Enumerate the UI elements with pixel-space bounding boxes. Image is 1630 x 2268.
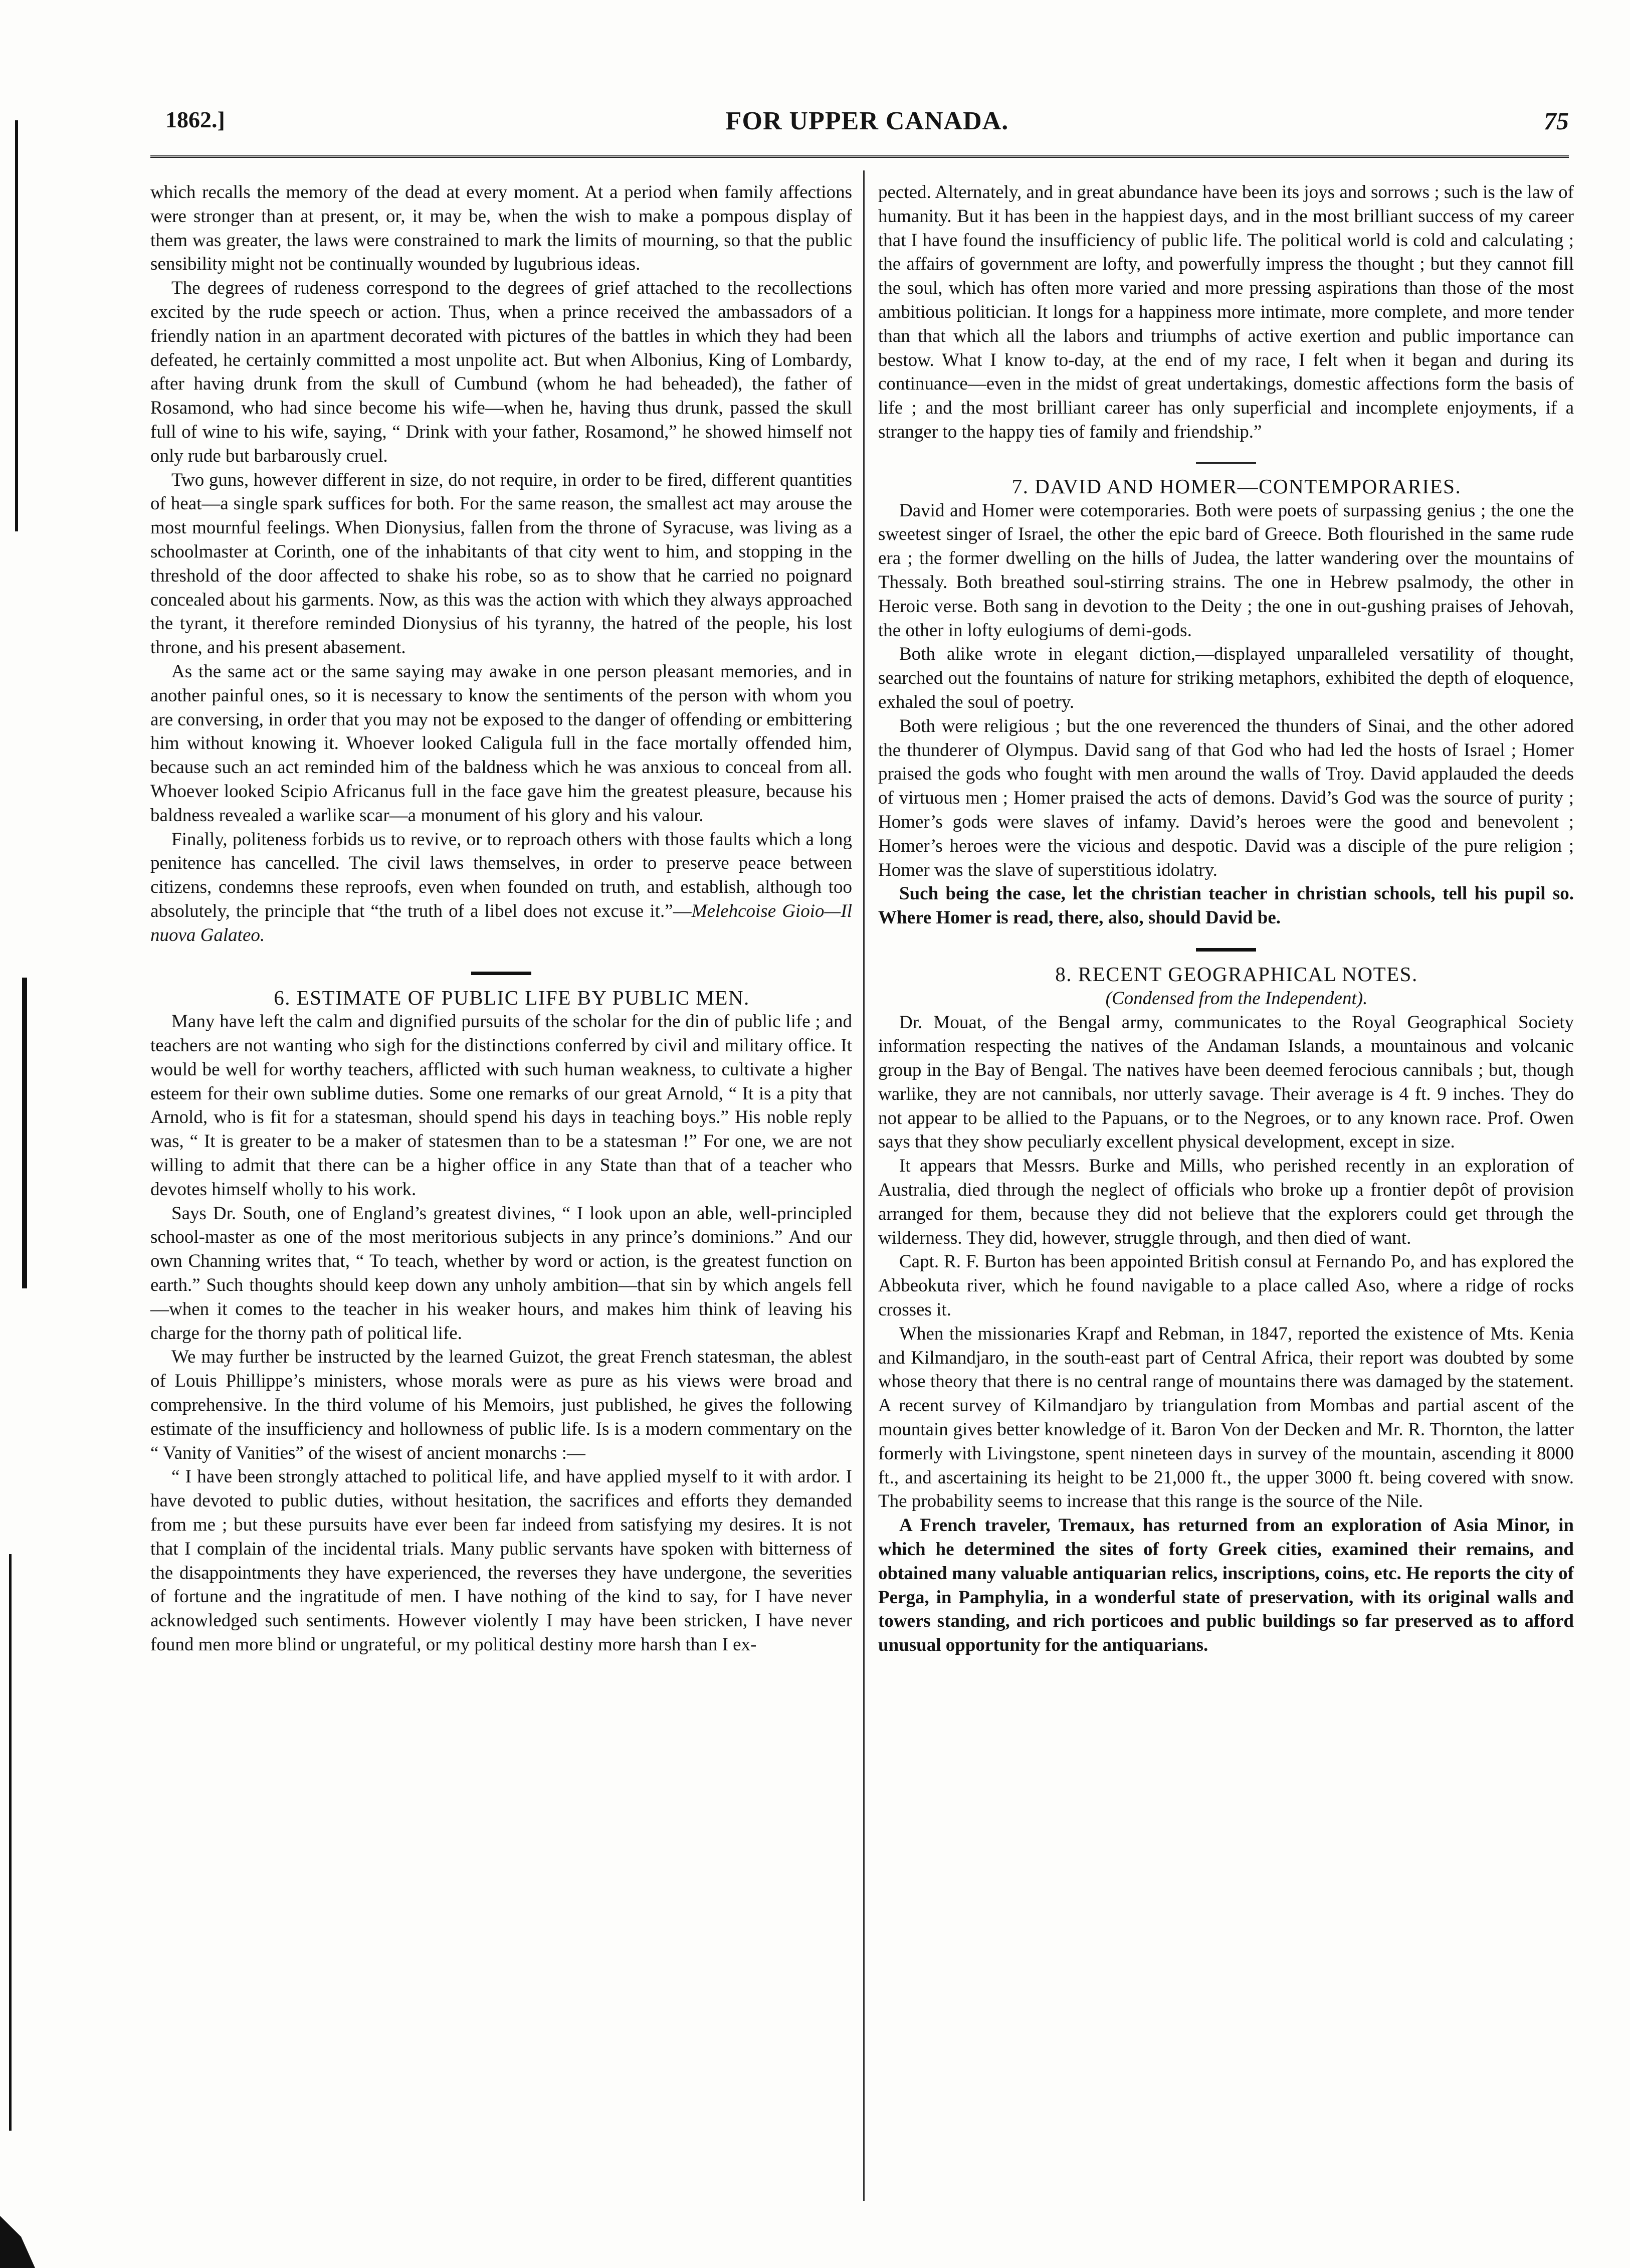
paragraph: pected. Alternately, and in great abundance have been its joys and sorrows ; such is the law of humanity. But it has been in the happiest days, and in the most brilliant success of my career that I have found the insufficiency of public life. The political world is cold and calculating ; the affairs of government are lofty, and powerfully impress the thought ; but they cannot fill the soul, which has often more varied and more pressing aspirations than those of the most ambitious politician. It longs for a happiness more intimate, more complete, and more tender than that which all the labors and triumphs of active exertion and public importance can bestow. What I know to-day, at the end of my race, I felt when it began and during its continuance—even in the midst of great undertakings, domestic affections form the basis of life ; and the most brilliant career has only superficial and incomplete enjoyments, if a stranger to the happy ties of family and friendship.” bbox=[878, 182, 1574, 442]
running-header bbox=[165, 106, 1569, 146]
header-title: FOR UPPER CANADA. bbox=[725, 107, 1009, 135]
section-heading: 7. DAVID AND HOMER—CONTEMPORARIES. bbox=[1011, 474, 1462, 498]
paragraph: Both alike wrote in elegant diction,—displayed unparalleled versatility of thought, searched out the fountains of nature for striking metaphors, exhibited the depth of eloquence, exhaled the soul of poetry. bbox=[878, 644, 1574, 712]
scan-corner-mark bbox=[0, 2216, 35, 2268]
paragraph-with-citation bbox=[150, 828, 852, 948]
section-separator bbox=[1196, 948, 1256, 952]
paragraph: Both were religious ; but the one reverenced the thunders of Sinai, and the other adored the thunderer of Olympus. David sang of that God who had led the hosts of Israel ; Homer praised the gods who fought with men around the walls of Troy. David applauded the deeds of virtuous men ; Homer praised the acts of demons. David’s God was the source of purity ; Homer’s gods were slaves of infamy. David’s heroes were the good and benevolent ; Homer’s heroes were the vicious and despotic. David was a disciple of the pure religion ; Homer was the slave of superstitious idolatry. bbox=[878, 715, 1574, 880]
header-rule bbox=[150, 155, 1569, 160]
section-subheading: (Condensed from the Independent). bbox=[1105, 988, 1368, 1009]
paragraph: Dr. Mouat, of the Bengal army, communicates to the Royal Geographical Society information respecting the natives of the Andaman Islands, a mountainous and volcanic group in the Bay of Bengal. The natives have been deemed ferocious cannibals ; but, though warlike, they are not cannibals, nor utterly savage. Their average is 4 ft. 9 inches. They do not appear to be allied to the Papuans, or to the Negroes, or to any known race. Prof. Owen says that they show peculiarly excellent physical development, except in size. bbox=[878, 1012, 1574, 1153]
paragraph: The degrees of rudeness correspond to the degrees of grief attached to the recollections excited by the rude speech or action. Thus, when a prince received the ambassadors of a friendly nation in an apartment decorated with pictures of the battles in which they had been defeated, he certainly committed a most unpolite act. But when Albonius, King of Lombardy, after having drunk from the skull of Cumbund (whom he had beheaded), the father of Rosamond, who had since become his wife—when he, having thus drunk, passed the skull full of wine to his wife, saying, “ Drink with your father, Rosamond,” he showed himself not only rude but barbarously cruel. bbox=[150, 278, 852, 466]
paragraph: David and Homer were cotemporaries. Both were poets of surpassing genius ; the one the sweetest singer of Israel, the other the epic bard of Greece. Both flourished in the same rude era ; the former dwelling on the hills of Judea, the latter wandering over the mountains of Thessaly. Both breathed soul-stirring strains. The one in Hebrew psalmody, the other in Heroic verse. Both sang in devotion to the Deity ; the one in out-gushing praises of Jehovah, the other in lofty eulogiums of demi-gods. bbox=[878, 500, 1574, 641]
paragraph: Two guns, however different in size, do not require, in order to be fired, different quantities of heat—a single spark suffices for both. For the same reason, the smallest act may arouse the most mournful feelings. When Dionysius, fallen from the throne of Syracuse, was living as a schoolmaster at Corinth, one of the inhabitants of that city went to him, and stopping in the threshold of the door affected to shake his robe, so as to show that he carried no poignard concealed about his garments. Now, as this was the action with which they always approached the tyrant, it therefore reminded Dionysius of his tyranny, the hatred of the people, his lost throne, and his present abasement. bbox=[150, 469, 852, 658]
scan-margin-mark bbox=[9, 1554, 12, 2131]
section-separator bbox=[1196, 462, 1256, 464]
paragraph: Many have left the calm and dignified pursuits of the scholar for the din of public life ; and teachers are not wanting who sigh for the distinctions conferred by civil and military office. It would be well for worthy teachers, afflicted with such human weakness, to cultivate a higher esteem for their own sublime duties. Some one remarks of our great Arnold, “ It is a pity that Arnold, who is fit for a statesman, should spend his days in teaching boys.” His noble reply was, “ It is greater to be a maker of statesmen than to be a statesman !” For one, we are not willing to admit that there can be a higher office in any State than that of a teacher who devotes himself wholly to his work. bbox=[150, 1011, 852, 1200]
paragraph: Such being the case, let the christian teacher in christian schools, tell his pupil so. Where Homer is read, there, also, should David be. bbox=[878, 883, 1574, 928]
header-page-number: 75 bbox=[1544, 107, 1569, 135]
paragraph: Capt. R. F. Burton has been appointed British consul at Fernando Po, and has explored the Abbeokuta river, which he found navigable to a place called Aso, where a ridge of rocks crosses it. bbox=[878, 1251, 1574, 1320]
paragraph: We may further be instructed by the learned Guizot, the great French statesman, the ablest of Louis Phillippe’s ministers, whose morals were as pure as his views were broad and comprehensive. In the third volume of his Memoirs, just published, he gives the following estimate of the insufficiency and hollowness of public life. Is is a modern commentary on the “ Vanity of Vanities” of the wisest of ancient monarchs :— bbox=[150, 1347, 852, 1463]
quotation-paragraph: “ I have been strongly attached to political life, and have applied myself to it with ardor. I have devoted to public duties, without hesitation, the sacrifices and efforts they demanded from me ; but these pursuits have ever been far indeed from satisfying my desires. It is not that I complain of the incidental trials. Many public servants have spoken with bitterness of the disappointments they have experienced, the reverses they have undergone, the severities of fortune and the ingratitude of men. I have nothing of the kind to say, for I have never acknowledged such sentiments. However violently I may have been stricken, I have never found men more blind or ungrateful, or my political destiny more harsh than I ex- bbox=[150, 1466, 852, 1655]
scan-margin-mark bbox=[15, 120, 18, 531]
header-year: 1862.] bbox=[165, 107, 225, 132]
left-column bbox=[150, 180, 852, 1657]
scan-margin-mark bbox=[22, 978, 27, 1288]
column-divider bbox=[863, 170, 865, 2201]
paragraph: It appears that Messrs. Burke and Mills, who perished recently in an exploration of Australia, died through the neglect of officials who broke up a frontier depôt of provision arranged for them, because they did not believe that the explorers could get through the wilderness. They did, however, struggle through, and then died of want. bbox=[878, 1156, 1574, 1248]
paragraph: which recalls the memory of the dead at every moment. At a period when family affections were stronger than at present, or, it may be, when the wish to make a pompous display of them was greater, the laws were constrained to mark the limits of mourning, so that the public sensibility might not be continually wounded by lugubrious ideas. bbox=[150, 182, 852, 275]
paragraph: As the same act or the same saying may awake in one person pleasant memories, and in another painful ones, so it is necessary to know the sentiments of the person with whom you are conversing, in order that you may not be exposed to the danger of offending or embittering him without knowing it. Whoever looked Caligula full in the face mortally offended him, because such an act reminded him of the baldness which he was anxious to conceal from all. Whoever looked Scipio Africanus full in the face gave him the greatest pleasure, because his baldness revealed a warlike scar—a monument of his glory and his valour. bbox=[150, 661, 852, 826]
paragraph-text: Finally, politeness forbids us to revive, or to reproach others with those faults which a long penitence has cancelled. The civil laws themselves, in order to preserve peace between citizens, condemns these reproofs, even when founded on truth, and establish, although too absolutely, the principle that “the truth of a libel does not excuse it.”— bbox=[150, 829, 852, 921]
paragraph: When the missionaries Krapf and Rebman, in 1847, reported the existence of Mts. Kenia and Kilmandjaro, in the south-east part of Central Africa, their report was doubted by some whose theory that there is no central range of mountains there was damaged by the statement. A recent survey of Kilmandjaro by triangulation from Mombas and partial ascent of the mountain gives better knowledge of it. Baron Von der Decken and Mr. R. Thornton, the latter formerly with Livingstone, spent nineteen days in survey of the mountain, ascending it 8000 ft., and ascertaining its height to be 21,000 ft., the upper 3000 ft. being covered with snow. The probability seems to increase that this range is the source of the Nile. bbox=[878, 1323, 1574, 1512]
paragraph: Says Dr. South, one of England’s greatest divines, “ I look upon an able, well-principled school-master as one of the most meritorious subjects in any prince’s dominions.” And our own Channing writes that, “ To teach, whether by word or action, is the greatest function on earth.” Such thoughts should keep down any unholy ambition—that sin by which angels fell—when it comes to the teacher in his weaker hours, and makes him think of leaving his charge for the thorny path of political life. bbox=[150, 1203, 852, 1344]
section-heading: 8. RECENT GEOGRAPHICAL NOTES. bbox=[1055, 962, 1418, 986]
citation: Melehcoise Gioio—Il nuova Galateo. bbox=[150, 900, 852, 946]
section-heading: 6. ESTIMATE OF PUBLIC LIFE BY PUBLIC MEN. bbox=[274, 986, 750, 1009]
paragraph: A French traveler, Tremaux, has returned from an exploration of Asia Minor, in which he determined the sites of forty Greek cities, examined their remains, and obtained many valuable antiquarian relics, inscriptions, coins, etc. He reports the city of Perga, in Pamphylia, in a wonderful state of preservation, with its original walls and towers standing, and rich porticoes and public buildings so far preserved as to afford unusual opportunity for the antiquarians. bbox=[878, 1515, 1574, 1656]
right-column bbox=[878, 180, 1574, 1657]
section-separator bbox=[471, 972, 531, 975]
